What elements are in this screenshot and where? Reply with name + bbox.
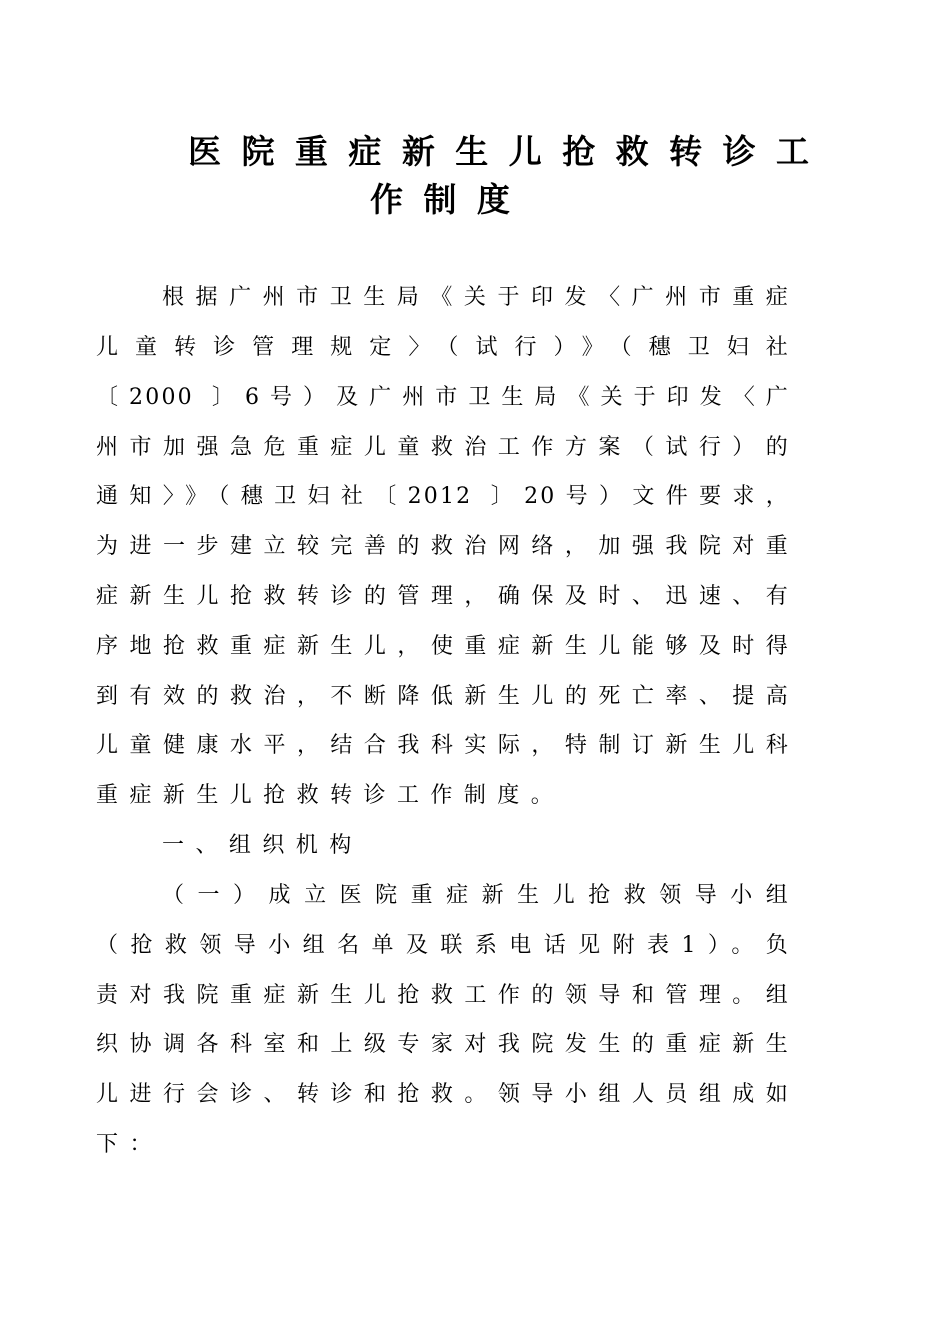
paragraph-1-line: 〔2000 〕6号）及广州市卫生局《关于印发〈广 — [96, 385, 790, 410]
paragraph-2-line: 织协调各科室和上级专家对我院发生的重症新生 — [96, 1032, 790, 1057]
paragraph-1-line: 症新生儿抢救转诊的管理，确保及时、迅速、有 — [96, 584, 790, 609]
paragraph-2-line: 儿进行会诊、转诊和抢救。领导小组人员组成如 — [96, 1082, 790, 1107]
paragraph-1-line: 州市加强急危重症儿童救治工作方案（试行）的 — [96, 435, 790, 460]
paragraph-1-line: 为进一步建立较完善的救治网络，加强我院对重 — [96, 534, 790, 559]
paragraph-1-line: 序地抢救重症新生儿，使重症新生儿能够及时得 — [96, 634, 790, 659]
paragraph-1-line: 儿童转诊管理规定〉（试行）》（穗卫妇社 — [96, 335, 790, 360]
paragraph-2-line: 下： — [96, 1132, 163, 1157]
paragraph-1-line: 重症新生儿抢救转诊工作制度。 — [96, 783, 565, 808]
paragraph-2-line: （一）成立医院重症新生儿抢救领导小组 — [162, 883, 790, 908]
document-title-line-2: 作制度 — [370, 180, 531, 219]
document-title-line-1: 医院重症新生儿抢救转诊工 — [188, 132, 830, 171]
section-heading: 一、组织机构 — [162, 833, 363, 858]
paragraph-1-line: 通知〉》（穗卫妇社〔2012 〕20号）文件要求， — [96, 484, 790, 509]
paragraph-1-line: 儿童健康水平，结合我科实际，特制订新生儿科 — [96, 733, 790, 758]
paragraph-2-line: 责对我院重症新生儿抢救工作的领导和管理。组 — [96, 983, 790, 1008]
paragraph-2-line: （抢救领导小组名单及联系电话见附表1）。负 — [96, 933, 790, 958]
paragraph-1-line: 根据广州市卫生局《关于印发〈广州市重症 — [162, 285, 790, 310]
paragraph-1-line: 到有效的救治，不断降低新生儿的死亡率、提高 — [96, 684, 790, 709]
